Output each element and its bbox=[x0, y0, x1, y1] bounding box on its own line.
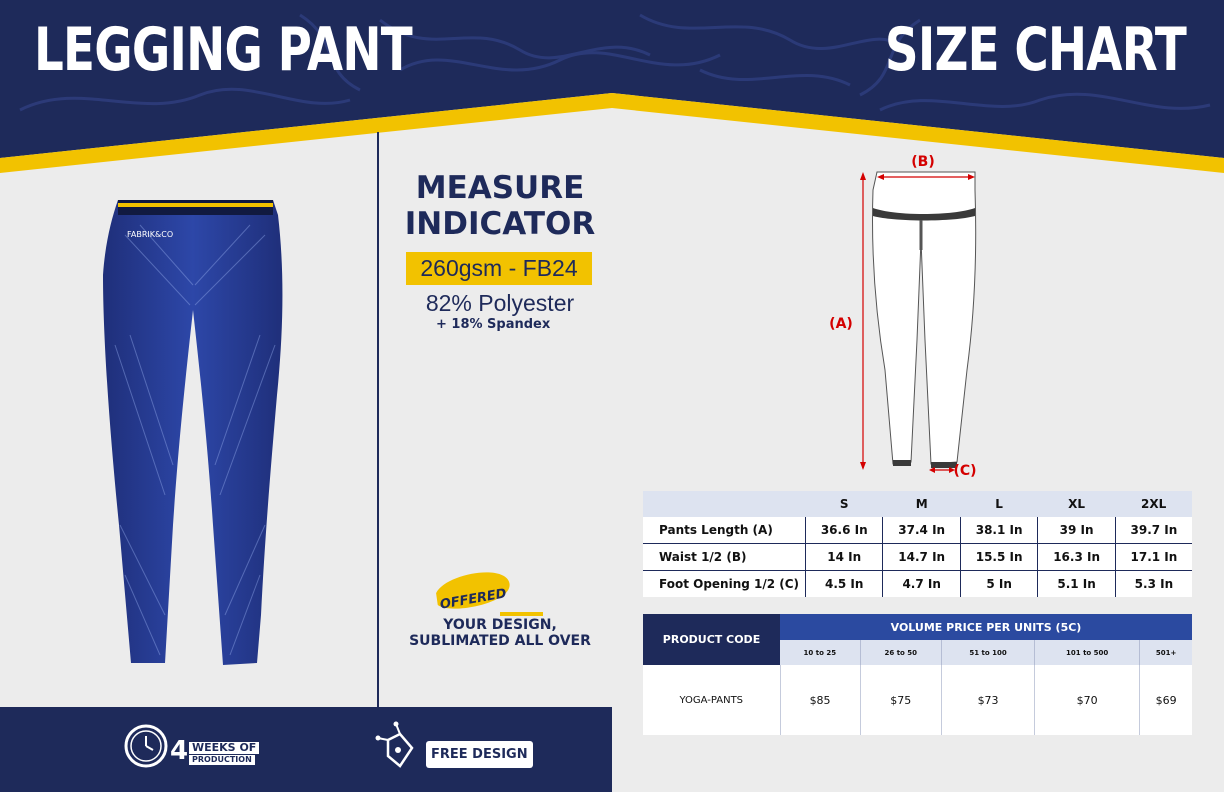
price-cell: $70 bbox=[1035, 665, 1140, 735]
weeks-line1: WEEKS OF bbox=[189, 742, 259, 754]
table-cell: 5 In bbox=[960, 571, 1037, 598]
table-cell: 4.5 In bbox=[806, 571, 883, 598]
table-cell: 16.3 In bbox=[1038, 544, 1115, 571]
row-label: Waist 1/2 (B) bbox=[643, 544, 806, 571]
price-cell: $69 bbox=[1140, 665, 1192, 735]
table-cell: 37.4 In bbox=[883, 517, 960, 544]
measure-heading-line1: MEASURE bbox=[415, 170, 585, 206]
size-table-header bbox=[643, 491, 1192, 517]
measure-indicator-heading bbox=[400, 170, 600, 242]
table-cell: 39.7 In bbox=[1130, 523, 1178, 537]
tier-header: 501+ bbox=[1140, 640, 1192, 665]
tier-header: 101 to 500 bbox=[1035, 640, 1140, 665]
offer-line2: SUBLIMATED ALL OVER bbox=[409, 633, 591, 649]
brand-logo: FABRIK&CO bbox=[127, 230, 174, 239]
table-row bbox=[643, 571, 1192, 598]
measurement-diagram bbox=[825, 150, 985, 480]
table-row bbox=[643, 665, 1192, 735]
product-code-header: PRODUCT CODE bbox=[643, 614, 780, 665]
offered-badge bbox=[428, 570, 548, 620]
tier-header: 51 to 100 bbox=[941, 640, 1034, 665]
free-design-label: FREE DESIGN bbox=[426, 741, 533, 768]
table-cell: 36.6 In bbox=[806, 517, 883, 544]
fabric-spec: 260gsm - FB24 bbox=[406, 252, 592, 285]
pen-tool-icon bbox=[374, 720, 426, 772]
size-header: S bbox=[839, 497, 849, 511]
size-header: L bbox=[995, 497, 1003, 511]
size-header-blank bbox=[643, 491, 806, 517]
section-divider bbox=[377, 132, 379, 707]
table-row bbox=[643, 517, 1192, 544]
price-cell: $75 bbox=[860, 665, 941, 735]
price-cell: $85 bbox=[780, 665, 860, 735]
measure-heading-line2: INDICATOR bbox=[404, 206, 596, 242]
offered-badge-text: OFFERED bbox=[438, 586, 508, 613]
table-cell: 15.5 In bbox=[960, 544, 1037, 571]
offer-line1: YOUR DESIGN, bbox=[443, 617, 557, 633]
tier-header: 10 to 25 bbox=[780, 640, 860, 665]
tier-header: 26 to 50 bbox=[860, 640, 941, 665]
label-c: (C) bbox=[953, 463, 977, 479]
table-cell: 14.7 In bbox=[883, 544, 960, 571]
row-label: Foot Opening 1/2 (C) bbox=[643, 571, 806, 598]
table-cell: 4.7 In bbox=[883, 571, 960, 598]
volume-price-header: VOLUME PRICE PER UNITS (5C) bbox=[780, 614, 1192, 640]
table-cell: 17.1 In bbox=[1130, 550, 1178, 564]
table-cell: 5.1 In bbox=[1038, 571, 1115, 598]
size-header: 2XL bbox=[1141, 497, 1167, 511]
row-label: Pants Length (A) bbox=[643, 517, 806, 544]
legging-product-image bbox=[95, 195, 295, 670]
size-header: XL bbox=[1068, 497, 1086, 511]
page-title-right: SIZE CHART bbox=[884, 15, 1186, 85]
page-title-left: LEGGING PANT bbox=[34, 15, 412, 85]
size-header: M bbox=[915, 497, 928, 511]
table-cell: 5.3 In bbox=[1134, 577, 1174, 591]
product-code: YOGA-PANTS bbox=[643, 665, 780, 735]
table-row bbox=[643, 544, 1192, 571]
table-cell: 38.1 In bbox=[960, 517, 1037, 544]
price-cell: $73 bbox=[941, 665, 1034, 735]
clock-icon bbox=[122, 720, 174, 772]
table-cell: 39 In bbox=[1038, 517, 1115, 544]
label-a: (A) bbox=[829, 316, 853, 332]
label-b: (B) bbox=[911, 154, 935, 170]
composition-extra: + 18% Spandex bbox=[436, 317, 551, 332]
weeks-number: 4 bbox=[170, 736, 189, 766]
composition-main: 82% Polyester bbox=[425, 290, 575, 316]
size-table bbox=[643, 491, 1192, 597]
price-table bbox=[643, 614, 1192, 735]
weeks-line2: PRODUCTION bbox=[189, 755, 255, 765]
table-cell: 14 In bbox=[806, 544, 883, 571]
